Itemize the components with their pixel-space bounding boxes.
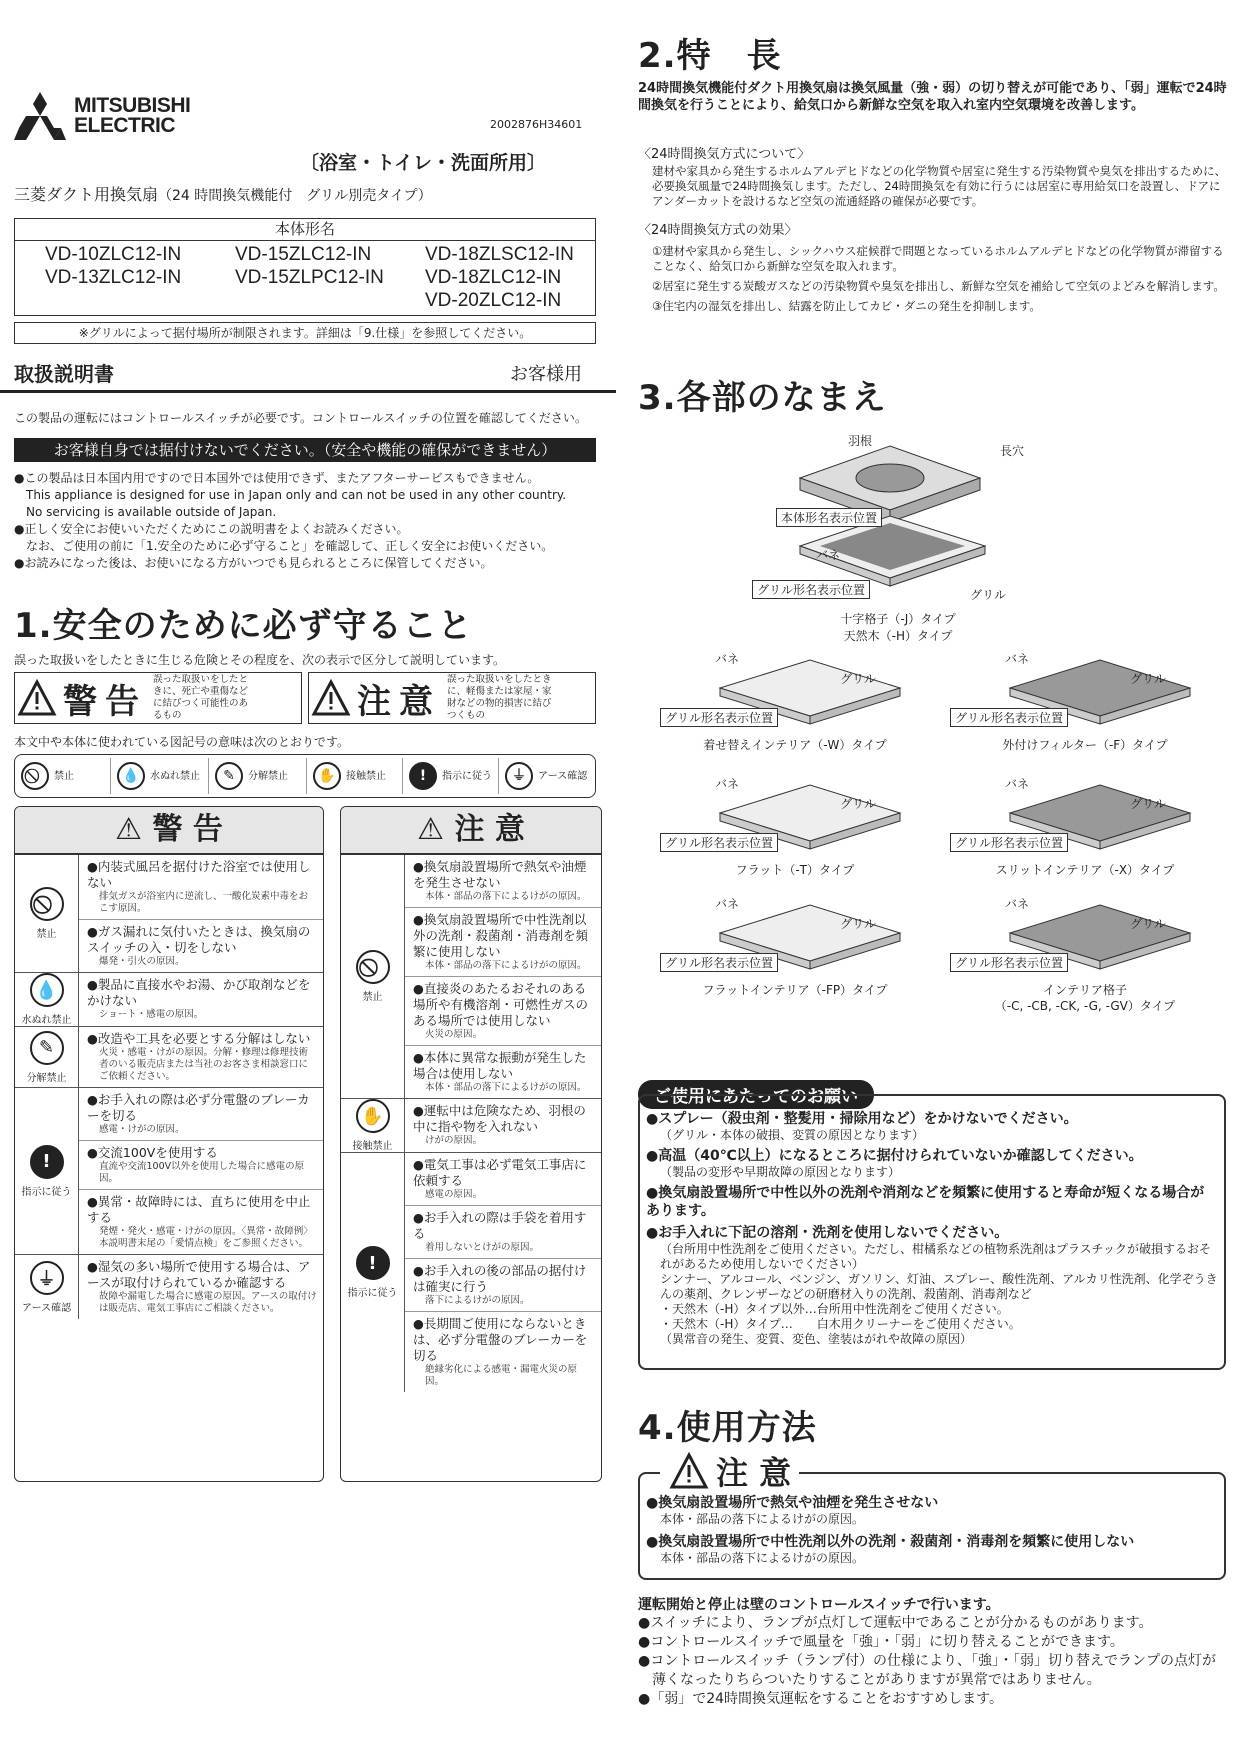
no-disassembly-icon: ✎: [30, 1031, 64, 1065]
table-group: [341, 855, 601, 1099]
request-item: ●換気扇設置場所で中性以外の洗剤や消剤などを頻繁に使用すると寿命が短くなる場合があります。: [646, 1185, 1205, 1219]
group-icon-label: 禁止: [362, 992, 383, 1003]
table-group: [15, 855, 323, 973]
grille-type-diagram: [950, 650, 1220, 775]
warning-desc: 誤った取扱いをしたときに、死亡や重傷などに結びつく可能性のあるもの: [153, 674, 249, 721]
symbol-ground-check: ⏚ アース確認: [499, 758, 595, 794]
caution-triangle-icon: [311, 679, 351, 717]
caution-desc: 誤った取扱いをしたときに、軽傷または家屋・家財などの物的損害に結びつくもの: [447, 674, 552, 721]
divider: [0, 390, 616, 393]
list-item: ●交流100Vを使用する 直流や交流100V以外を使用した場合に感電の原因。: [79, 1141, 323, 1190]
type-caption: 着せ替えインテリア（-W）タイプ: [703, 738, 887, 752]
request-sub: （グリル・本体の破損、変質の原因となります）: [660, 1128, 925, 1142]
list-item: ●長期間ご使用にならないときは、必ず分電盤のブレーカーを切る 絶縁劣化による感電・漏電火災の原因。: [413, 1316, 588, 1387]
model-note: ※グリルによって据付場所が制限されます。詳細は「9.仕様」を参照してください。: [14, 322, 596, 344]
group-icon-label: 指示に従う: [21, 1186, 72, 1198]
features-effects: ①建材や家具から発生し、シックハウス症候群で問題となっているホルムアルデヒドなどの化学物質が滞留することなく、給気口から新鮮な空気を取入れます。 ②居室に発生する炭酸ガスなどの汚染物質や臭気を排出し、新鮮な空気を補給して空気のよどみを解消します。 ③住宅内の湿気を排出し、結露を防止してカビ・ダニの発生を抑制します。: [652, 244, 1225, 313]
model: VD-10ZLC12-IN: [45, 244, 182, 265]
symbol-no-disassembly: ✎ 分解禁止: [209, 758, 307, 794]
instruction-icon: !: [356, 1246, 390, 1280]
grille-type-diagram: [660, 775, 930, 900]
label-grille-model-pos: グリル形名表示位置: [660, 708, 778, 727]
usage-caution-head: 注 意: [660, 1448, 799, 1494]
label-blade: 羽根: [848, 434, 873, 448]
caution-table-head: ⚠ 注 意: [341, 807, 601, 855]
request-sub: ・天然木（-H）タイプ以外…台所用中性洗剤をご使用ください。: [660, 1302, 1009, 1316]
request-sub: （異常音の発生、変質、変色、塗装はがれや故障の原因）: [660, 1332, 973, 1346]
label-spring: バネ: [715, 652, 740, 666]
main-caption: 十字格子（-J）タイプ 天然木（-H）タイプ: [840, 612, 956, 643]
doc-code: 2002876H34601: [490, 118, 583, 131]
grille-type-diagram: [950, 775, 1220, 900]
group-icon-label: 指示に従う: [347, 1288, 398, 1299]
brand-line1: MITSUBISHI: [74, 94, 191, 117]
features-sub1: 〈24時間換気方式について〉: [638, 147, 811, 162]
manual-title: 取扱説明書: [14, 362, 114, 386]
list-item: ●製品に直接水やお湯、かび取剤などをかけない ショート・感電の原因。: [87, 977, 311, 1020]
model: VD-20ZLC12-IN: [425, 290, 562, 311]
symbol-no-touch: ✋ 接触禁止: [307, 758, 403, 794]
table-group: [15, 973, 323, 1027]
type-caption: スリットインテリア（-X）タイプ: [995, 863, 1175, 877]
warning-table-head: ⚠ 警 告: [15, 807, 323, 855]
customer-label: お客様用: [510, 364, 582, 385]
prohibited-icon: [21, 762, 49, 790]
warning-table: [14, 806, 324, 1482]
label-grille: グリル: [840, 917, 877, 931]
label-spring: バネ: [715, 897, 740, 911]
label-grille: グリル: [840, 672, 877, 686]
safety-intro: 誤った取扱いをしたときに生じる危険とその程度を、次の表示で区分して説明しています。: [14, 653, 506, 667]
no-water-icon: 💧: [30, 973, 64, 1007]
list-item: ●お手入れの後の部品の据付けは確実に行う 落下によるけがの原因。: [405, 1259, 601, 1312]
request-sub: （製品の変形や早期故障の原因となります）: [660, 1165, 901, 1179]
safety-title: 1.安全のために必ず守ること: [14, 606, 473, 646]
no-touch-icon: ✋: [313, 762, 341, 790]
parts-title: 3.各部のなまえ: [638, 378, 887, 418]
no-disassembly-icon: ✎: [215, 762, 243, 790]
mitsubishi-logo-icon: [14, 92, 66, 140]
usage-bullets: ●スイッチにより、ランプが点灯して運転中であることが分かるものがあります。 ●コントロールスイッチで風量を「強」・「弱」に切り替えることができます。 ●コントロールスイッチ（ランプ付）の仕様により、「強」・「弱」切り替えでランプの点灯が薄くなったりちらついたりすることがありますが異常ではありません。 ●「弱」で24時間換気運転をすることをおすすめします。: [638, 1615, 1216, 1707]
list-item: ●本体に異常な振動が発生した場合は使用しない 本体・部品の落下によるけがの原因。: [413, 1050, 587, 1093]
label-grille-model-pos: グリル形名表示位置: [660, 833, 778, 852]
list-item: ●ガス漏れに気付いたときは、換気扇のスイッチの入・切をしない 爆発・引火の原因。: [87, 924, 311, 967]
instruction-icon: !: [30, 1145, 64, 1179]
request-item: ●高温（40℃以上）になるところに据付けられていないか確認してください。: [646, 1148, 1143, 1164]
model-header: 本体形名: [15, 219, 595, 241]
request-item: ●お手入れに下記の溶剤・洗剤を使用しないでください。: [646, 1225, 1009, 1241]
label-grille: グリル: [840, 797, 877, 811]
brand-logo: [14, 92, 190, 140]
list-item: ●お手入れの際は手袋を着用する 着用しないとけがの原因。: [405, 1206, 601, 1259]
model: VD-18ZLSC12-IN: [425, 244, 574, 265]
warning-label: 警告: [63, 681, 147, 722]
list-item: ●内装式風呂を据付けた浴室では使用しない 排気ガスが浴室内に逆流し、一酸化炭素中毒をおこす原因。: [79, 855, 323, 920]
usage-title: 4.使用方法: [638, 1408, 817, 1448]
list-item: ●換気扇設置場所で中性洗剤以外の洗剤・殺菌剤・消毒剤を頻繁に使用しない 本体・部品の落下によるけがの原因。: [405, 908, 601, 977]
group-icon-label: 禁止: [36, 929, 57, 940]
table-group: [15, 1088, 323, 1255]
label-grille-model-pos: グリル形名表示位置: [950, 833, 1068, 852]
type-caption: フラット（-T）タイプ: [735, 863, 855, 877]
list-item: ●お手入れの際は必ず分電盤のブレーカーを切る 感電・けがの原因。: [79, 1088, 323, 1141]
hazard-legend: [14, 672, 596, 724]
label-grille: グリル: [1130, 797, 1167, 811]
label-spring: バネ: [816, 548, 841, 562]
label-spring: バネ: [1005, 897, 1030, 911]
type-caption: フラットインテリア（-FP）タイプ: [702, 983, 888, 997]
grille-type-diagram: [950, 895, 1220, 1020]
prohibited-icon: [356, 950, 390, 984]
group-icon-label: 接触禁止: [352, 1141, 393, 1152]
instruction-icon: !: [409, 762, 437, 790]
requests-list: [646, 1110, 1218, 1351]
label-spring: バネ: [715, 777, 740, 791]
group-icon-label: アース確認: [21, 1302, 72, 1314]
list-item: ●換気扇設置場所で熱気や油煙を発生させない 本体・部品の落下によるけがの原因。: [405, 855, 601, 908]
label-body-model-pos: 本体形名表示位置: [776, 508, 882, 527]
features-sub1-body: 建材や家具から発生するホルムアルデヒドなどの化学物質や居室に発生する汚染物質や臭気を排出するために、必要換気風量で24時間換気します。ただし、24時間換気を有効に行うには居室に専用給気口を設置し、ドアにアンダーカットを設けるなど空気の流通経路の確保が必要です。: [652, 164, 1227, 208]
group-icon-label: 水ぬれ禁止: [21, 1015, 72, 1026]
label-grille-model-pos: グリル形名表示位置: [752, 580, 870, 599]
requests-title: ご使用にあたってのお願い: [638, 1080, 874, 1109]
request-sub: ・天然木（-H）タイプ… 白木用クリーナーをご使用ください。: [660, 1317, 1021, 1331]
list-item: ●運転中は危険なため、羽根の中に指や物を入れない けがの原因。: [413, 1103, 586, 1146]
group-icon-label: 分解禁止: [26, 1072, 67, 1084]
table-group: [15, 1027, 323, 1088]
type-caption: 外付けフィルター（-F）タイプ: [1002, 738, 1168, 752]
features-sub2: 〈24時間換気方式の効果〉: [638, 223, 798, 238]
request-sub: シンナー、アルコール、ベンジン、ガソリン、灯油、スプレー、酸性洗剤、アルカリ性洗剤、化学ぞうきんの薬剤、クレンザーなどの研磨材入りの洗剤、殺菌剤、消毒剤など: [660, 1272, 1218, 1301]
model: VD-15ZLC12-IN: [235, 244, 372, 265]
usage-text: 〔浴室・トイレ・洗面所用〕: [300, 152, 547, 174]
model: VD-15ZLPC12-IN: [235, 267, 384, 288]
model: VD-13ZLC12-IN: [45, 267, 182, 288]
symbol-follow-instructions: ! 指示に従う: [403, 758, 499, 794]
symbols-intro: 本文中や本体に使われている図記号の意味は次のとおりです。: [14, 735, 350, 749]
request-item: ●スプレー（殺虫剤・整髪用・掃除用など）をかけないでください。: [646, 1111, 1078, 1127]
label-spring: バネ: [1005, 777, 1030, 791]
no-water-icon: 💧: [117, 762, 145, 790]
product-name: 三菱ダクト用換気扇（24 時間換気機能付 グリル別売タイプ）: [14, 185, 432, 204]
list-item: ●異常・故障時には、直ちに使用を中止する 発煙・発火・感電・けがの原因。〈異常・故障例〉本説明書末尾の「愛情点検」をご参照ください。: [87, 1194, 313, 1249]
caution-label: 注意: [357, 681, 441, 722]
prohibited-icon: [30, 887, 64, 921]
symbol-no-water: 💧 水ぬれ禁止: [111, 758, 209, 794]
label-slot: 長穴: [1000, 444, 1025, 458]
request-sub: （台所用中性洗剤をご使用ください。ただし、柑橘系などの植物系洗剤はプラスチックが破損するおそれがあるため使用しないでください）: [660, 1242, 1212, 1271]
install-warning: お客様自身では据付けないでください。（安全や機能の確保ができません）: [14, 438, 596, 462]
features-title: 2.特 長: [638, 36, 782, 76]
ground-icon: ⏚: [30, 1261, 64, 1295]
grille-type-diagram: [660, 650, 930, 775]
caution-triangle-icon: [668, 1452, 710, 1490]
symbol-legend: [14, 754, 596, 798]
table-group: [341, 1153, 601, 1392]
model-box: [14, 218, 596, 316]
usage-lead: 運転開始と停止は壁のコントロールスイッチで行います。: [638, 1597, 1000, 1613]
model: VD-18ZLC12-IN: [425, 267, 562, 288]
label-grille: グリル: [1130, 672, 1167, 686]
brand-line2: ELECTRIC: [74, 114, 175, 137]
list-item: ●直接炎のあたるおそれのある場所や有機溶剤・可燃性ガスのある場所では使用しない 火災の原因。: [405, 977, 601, 1046]
table-group: [341, 1099, 601, 1153]
warning-triangle-icon: [17, 679, 57, 717]
features-body: 24時間換気機能付ダクト用換気扇は換気風量（強・弱）の切り替えが可能であり、「弱」運転で24時間換気を行うことにより、給気口から新鮮な空気を取入れ室内空気環境を改善します。: [638, 81, 1227, 113]
list-item: ●湿気の多い場所で使用する場合は、アースが取付けられているか確認する 故障や漏電した場合に感電の原因。アースの取付けは販売店、電気工事店にご相談ください。: [87, 1259, 317, 1314]
table-group: [15, 1255, 323, 1319]
label-spring: バネ: [1005, 652, 1030, 666]
list-item: ●電気工事は必ず電気工事店に依頼する 感電の原因。: [405, 1153, 601, 1206]
main-parts-diagram: [740, 428, 1040, 638]
intro-bullets: ●この製品は日本国内用ですので日本国外では使用できず、またアフターサービスもできません。 This appliance is designed for use in Japan only and can not be used in any other country. No servicing is available outside of Japan. ●正しく安全にお使いいただくためにこの説明書をよくお読みください。 なお、ご使用の前に「1.安全のために必ず守ること」を確認して、正しく安全にお使いください。 ●お読みになった後は、お使いになる方がいつでも見られるところに保管してください。: [14, 471, 567, 570]
type-caption-sub: （-C, -CB, -CK, -G, -GV）タイプ: [994, 999, 1176, 1013]
label-grille-model-pos: グリル形名表示位置: [660, 953, 778, 972]
no-touch-icon: ✋: [356, 1099, 390, 1133]
label-grille: グリル: [1130, 917, 1167, 931]
ground-icon: ⏚: [505, 762, 533, 790]
label-grille-model-pos: グリル形名表示位置: [950, 708, 1068, 727]
label-grille-model-pos: グリル形名表示位置: [950, 953, 1068, 972]
usage-caution-items: ●換気扇設置場所で熱気や油煙を発生させない 本体・部品の落下によるけがの原因。 ●換気扇設置場所で中性洗剤以外の洗剤・殺菌剤・消毒剤を頻繁に使用しない 本体・部品の落下によるけがの原因。: [646, 1495, 1135, 1565]
control-note: この製品の運転にはコントロールスイッチが必要です。コントロールスイッチの位置を確認してください。: [14, 411, 587, 425]
symbol-prohibited: 禁止: [15, 758, 111, 794]
list-item: ●改造や工具を必要とする分解はしない 火災・感電・けがの原因。分解・修理は修理技術者のいる販売店または当社のお客さま相談窓口にご依頼ください。: [87, 1031, 311, 1082]
label-grille: グリル: [970, 588, 1007, 602]
type-caption: インテリア格子: [1042, 983, 1127, 997]
caution-table: [340, 806, 602, 1482]
grille-type-diagram: [660, 895, 930, 1020]
